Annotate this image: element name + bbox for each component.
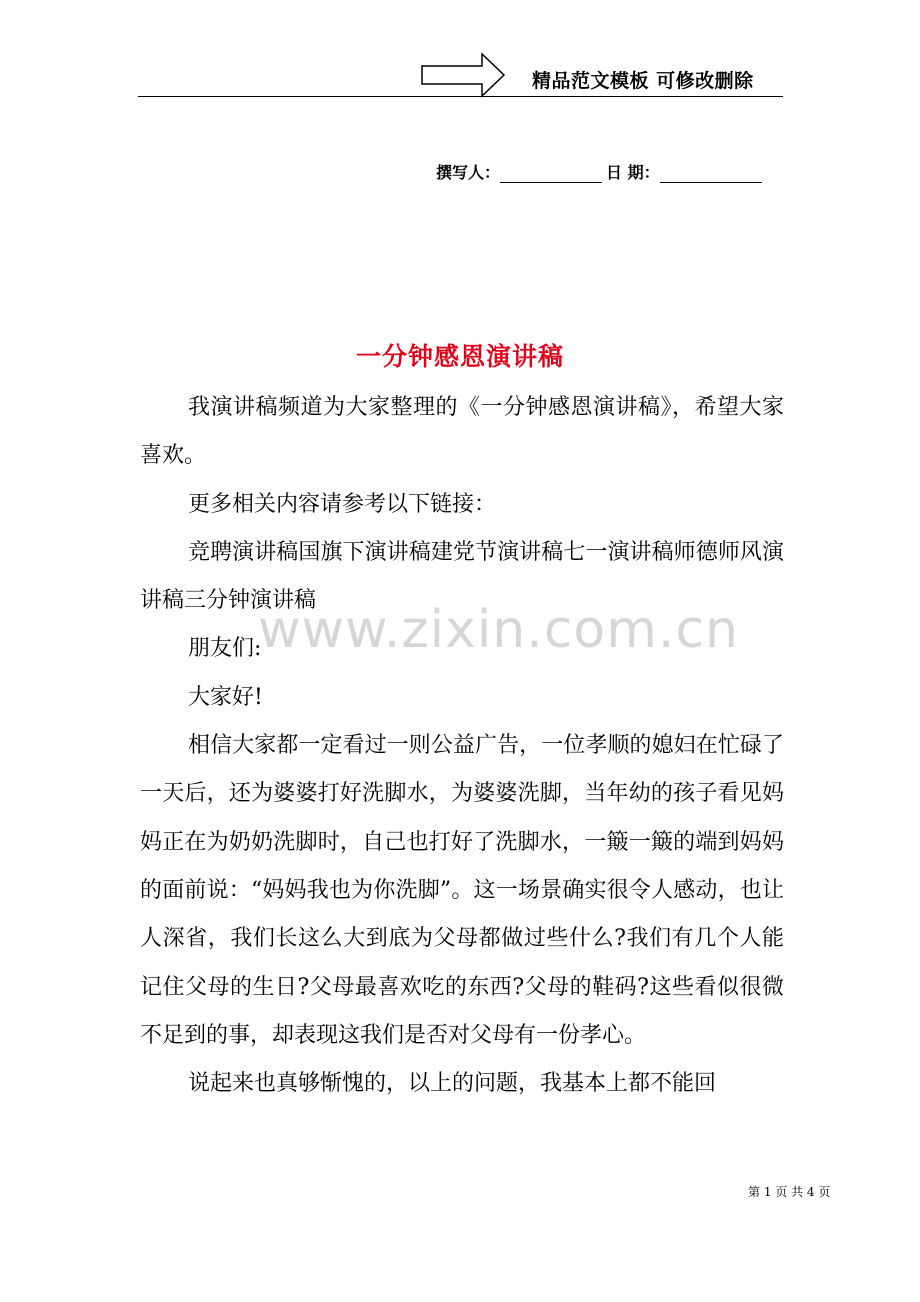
- paragraph-intro: 我演讲稿频道为大家整理的《一分钟感恩演讲稿》，希望大家喜欢。: [140, 395, 784, 469]
- author-date-line: [436, 160, 762, 183]
- paragraph-links-heading: 更多相关内容请参考以下链接：: [188, 491, 497, 517]
- arrow-icon: [420, 52, 506, 98]
- watermark: www.zixin.com.cn: [258, 600, 739, 660]
- header-divider: [138, 96, 783, 97]
- paragraph-links: 竞聘演讲稿国旗下演讲稿建党节演讲稿七一演讲稿师德师风演讲稿三分钟演讲稿: [140, 539, 784, 614]
- page-indicator: 第 1 页 共 4 页: [748, 1185, 831, 1199]
- date-blank: [660, 164, 762, 183]
- document-body: [140, 384, 784, 1108]
- paragraph-reflection: 说起来也真够惭愧的，以上的问题，我基本上都不能回: [188, 1071, 717, 1097]
- author-blank: [500, 164, 602, 183]
- paragraph-greeting-friends: 朋友们:: [188, 636, 262, 662]
- template-label: 精品范文模板 可修改删除: [532, 70, 754, 92]
- document-title: 一分钟感恩演讲稿: [355, 342, 564, 371]
- date-label: 日 期：: [606, 163, 660, 182]
- author-label: 撰写人：: [436, 163, 501, 182]
- paragraph-greeting-all: 大家好!: [188, 684, 263, 710]
- paragraph-story: 相信大家都一定看过一则公益广告，一位孝顺的媳妇在忙碌了一天后，还为婆婆打好洗脚水，为婆婆洗脚，当年幼的孩子看见妈妈正在为奶奶洗脚时，自己也打好了洗脚水，一簸一簸的端到妈妈的面前说：“妈妈我也为你洗脚”。这一场景确实很令人感动，也让人深省，我们长这么大到底为父母都做过些什么?我们有几个人能记住父母的生日?父母最喜欢吃的东西?父母的鞋码?这些看似很微不足到的事，却表现这我们是否对父母有一份孝心。: [140, 733, 784, 1048]
